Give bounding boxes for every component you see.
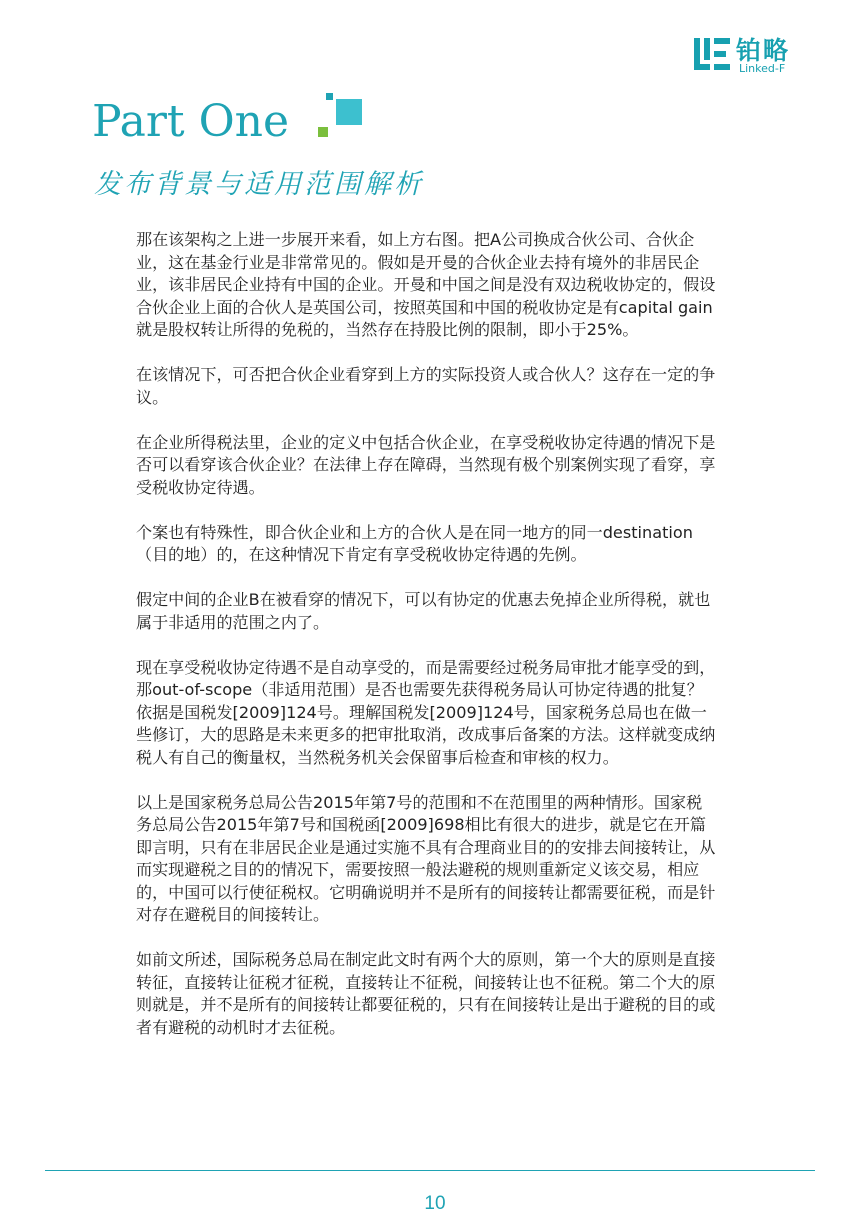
paragraph: 如前文所述，国际税务总局在制定此文时有两个大的原则，第一个大的原则是直接转征，直接转让征税才征税，直接转让不征税，间接转让也不征税。第二个大的原则就是，并不是所有的间接转让都要征税的，只有在间接转让是出于避税的目的或者有避税的动机时才去征税。 — [136, 950, 716, 1037]
footer-divider — [45, 1170, 815, 1171]
part-title: Part One — [92, 96, 290, 147]
paragraph: 在该情况下，可否把合伙企业看穿到上方的实际投资人或合伙人？这存在一定的争议。 — [136, 365, 716, 407]
section-subtitle: 发布背景与适用范围解析 — [94, 169, 424, 200]
paragraph: 在企业所得税法里，企业的定义中包括合伙企业，在享受税收协定待遇的情况下是否可以看穿该合伙企业？在法律上存在障碍，当然现有极个别案例实现了看穿，享受税收协定待遇。 — [136, 432, 716, 497]
paragraph: 那在该架构之上进一步展开来看，如上方右图。把A公司换成合伙公司、合伙企业，这在基金行业是非常常见的。假如是开曼的合伙企业去持有境外的非居民企业，该非居民企业持有中国的企业。开曼和中国之间是没有双边税收协定的，假设合伙企业上面的合伙人是英国公司，按照英国和中国的税收协定是有capital gain就是股权转让所得的免税的，当然存在持股比例的限制，即小于25%。 — [136, 230, 716, 339]
page-number: 10 — [424, 1193, 446, 1214]
logo-name: 铂略 — [736, 36, 791, 65]
decor-square-small — [326, 93, 333, 100]
article-body — [136, 229, 716, 1062]
paragraph: 现在享受税收协定待遇不是自动享受的，而是需要经过税务局审批才能享受的到，那out-of-scope（非适用范围）是否也需要先获得税务局认可协定待遇的批复？依据是国税发[2009]124号。理解国税发[2009]124号，国家税务总局也在做一些修订，大的思路是未来更多的把审批取消，改成事后备案的方法。这样就变成纳税人有自己的衡量权，当然税务机关会保留事后检查和审核的权力。 — [136, 657, 716, 767]
logo-subtext: Linked-F — [739, 62, 786, 75]
paragraph: 以上是国家税务总局公告2015年第7号的范围和不在范围里的两种情形。国家税务总局公告2015年第7号和国税函[2009]698相比有很大的进步，就是它在开篇即言明，只有在非居民企业是通过实施不具有合理商业目的的安排去间接转让，从而实现避税之目的的情况下，需要按照一般法避税的规则重新定义该交易，相应的，中国可以行使征税权。它明确说明并不是所有的间接转让都需要征税，而是针对存在避税目的间接转让。 — [136, 792, 716, 924]
brand-logo — [694, 34, 814, 76]
paragraph: 个案也有特殊性，即合伙企业和上方的合伙人是在同一地方的同一destination（目的地）的，在这种情况下肯定有享受税收协定待遇的先例。 — [136, 522, 693, 564]
decor-square-green — [318, 127, 328, 137]
decor-square-large — [336, 99, 362, 125]
paragraph: 假定中间的企业B在被看穿的情况下，可以有协定的优惠去免掉企业所得税，就也属于非适用的范围之内了。 — [136, 590, 711, 632]
logo-mark-icon — [694, 36, 730, 72]
